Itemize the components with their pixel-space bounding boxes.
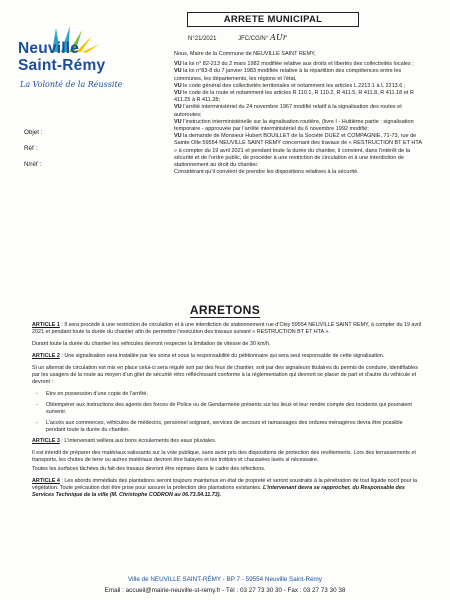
visa-item: VU le code de la route et notamment les articles R 110.1, R 110.2, R 411.5, R 411.8, R 411.18 et R 411.25 à R 411.28; <box>174 90 414 104</box>
reference-line <box>188 33 287 42</box>
footer <box>0 574 450 596</box>
intro-line: Nous, Maire de la Commune de NEUVILLE SAINT REMY, <box>174 51 316 57</box>
visa-item: VU la loi n° 82-213 du 2 mars 1982 modifiée relative aux droits et libertés des collectivités locales ; <box>174 61 414 68</box>
logo-slogan: La Volonté de la Réussite <box>20 80 123 89</box>
article-3: ARTICLE 3 : L’intervenant veillera aux bons écoulements des eaux pluviales. <box>32 438 217 444</box>
visa-item: VU l’arrêté interministériel du 24 novembre 1967 modifié relatif à la signalisation des routes et autoroutes; <box>174 104 402 118</box>
speed-limit-line: Durant toute la durée du chantier les véhicules devront respecter la limitation de vitesse de 30 km/h. <box>32 341 271 347</box>
article-4: ARTICLE 4 : Les abords immédiats des plantations seront toujours maintenus en état de propreté et seront soustraits à la pénétration de tout liquide nocif pour la végétation. Toute précaution doit être prise pour assurer la protection des plantations existantes. L’intervenant devra se rapprocher, du Responsable des Services Technique de la ville (M. Christophe CODRON au 06.73.54.11.73). <box>32 478 418 498</box>
logo-name-line1: Neuville <box>18 40 80 57</box>
visa-item: VU l’instruction interministérielle sur la signalisation routière, (livre I - Huitième partie : signalisation temporaire - approuvée par l’arrêté interministériel du 6 novembre 1992 modifié; <box>174 118 414 133</box>
reference-initials: JFC/CG/N° <box>238 36 269 42</box>
footer-address: Ville de NEUVILLE SAINT-RÉMY - BP 7 - 59554 Neuville Saint-Rémy <box>128 576 322 583</box>
article-3-surfaces: Toutes les surfaces tâchées du fait des travaux devront être reprises dans le cadre des réfections. <box>32 466 266 472</box>
section-heading-arretons: ARRETONS <box>189 303 261 317</box>
list-item: - Etre en possession d’une copie de l’arrêté, <box>32 391 422 398</box>
logo-name-line2: Saint-Rémy <box>18 57 106 74</box>
obligations-list <box>32 391 422 434</box>
object-label: Objet : <box>24 129 43 136</box>
list-item: - Obtempérer aux instructions des agents des forces de Police ou de Gendarmerie présents sur les lieux et leur rendre compte des incidents qui pourraient survenir. <box>32 402 422 416</box>
articles-body <box>32 322 422 504</box>
side-labels <box>24 125 43 173</box>
document-title: ARRETE MUNICIPAL <box>187 12 359 27</box>
footer-contact: Email : accueil@mairie-neuville-st-remy.fr - Tél : 03 27 73 30 30 - Fax : 03 27 73 30 38 <box>104 587 346 594</box>
visa-item: VU le code général des collectivités territoriales et notamment les articles L 2213.1 à L 2213.6 ; <box>174 82 406 89</box>
considering-line: Considérant qu’il convient de prendre les dispositions relatives à la sécurité. <box>174 169 359 176</box>
reference-label: Réf : <box>24 145 38 152</box>
visa-item: VU la demande de Monsieur Hubert BOUILLET de la Société DUEZ et COMPAGNIE, 71-73, rue de Sainte Olle 59554 NEUVILLE SAINT REMY concernant des travaux de « RESTRUCTION BT ET HTA » à compter du 19 avril 2021 et pendant toute la durée du chantier, il convient, dans l’intérêt de la sécurité et de l’ordre public, de procéder à une restriction de circulation et à une interdiction de stationnement au droit du chantier. <box>174 133 422 169</box>
article-1: ARTICLE 1 : Il sera procédé à une restriction de circulation et à une interdiction de stationnement rue d’Oisy 59554 NEUVILLE SAINT REMY, à compter du 19 avril 2021 et pendant toute la durée du chantier afin de permettre l’exécution des travaux suivant « RESTRUCTION BT ET HTA ». <box>32 322 422 335</box>
visa-item: VU la loi n°83-8 du 7 janvier 1983 modifiée relative à la répartition des compétences entre les communes, les départements, les régions et l’état, <box>174 68 402 82</box>
visas-section <box>174 51 424 176</box>
reference-signature: AUr <box>270 33 287 42</box>
alternat-paragraph: Si un alternat de circulation est mis en place celui-ci sera régulé soit par des feux de chantier, soit par des signaleurs titulaires du permis de conduire, identifiables par les usagers de la route au moyen d’un gilet de sécurité rétro réfléchissant conforme à la réglementation qui devront se placer de part et d’autre du véhicule et devront : <box>32 365 418 385</box>
article-3-details: Il est interdit de préparer des matériaux salissants sur la voie publique, sans avoir pris des dispositions de protection des revêtements. Lors des terrassements et transports, les chutes de terre ou autres matériaux devront être balayés et les trottoirs et chaussées lavés si nécessaire. <box>32 450 416 463</box>
our-reference-label: N/réf : <box>24 161 42 168</box>
city-logo-icon <box>12 18 122 138</box>
reference-number: N°21/2021 <box>188 36 217 42</box>
article-2: ARTICLE 2 : Une signalisation sera installée par les soins et sous la responsabilité du pétitionnaire qui sera seul responsable de cette signalisation. <box>32 353 385 359</box>
list-item: - L’accès aux commerces, véhicules de médecins, personnel soignant, services de secours et ramassages des ordures ménagères devra être possible pendant toute la durée du chantier. <box>32 420 422 434</box>
